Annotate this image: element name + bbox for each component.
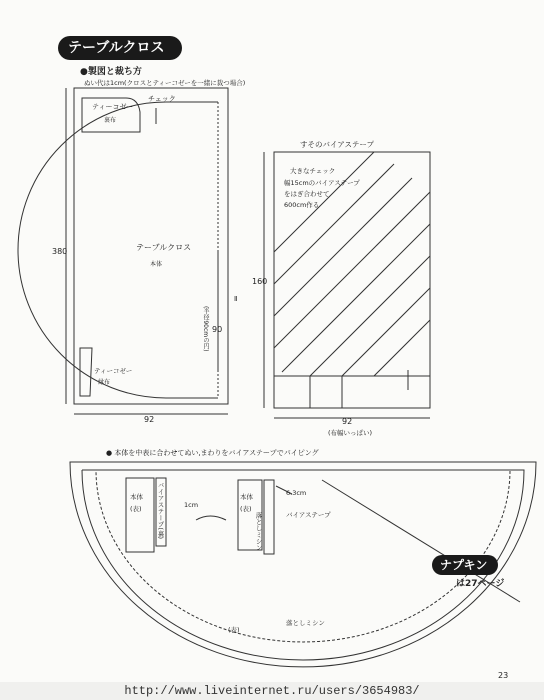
tablecloth-sub: 本体	[150, 261, 163, 268]
radius-note: (半径90cmの円)	[202, 306, 209, 352]
body-face: (表)	[130, 505, 142, 513]
bias-tape-label: バイアステープ	[286, 511, 331, 519]
dim-6-3: 6.3cm	[286, 489, 307, 497]
bias-tape-back: バイアステープ(裏)	[156, 482, 165, 540]
tea-cozy-bottom-sub: 縁布	[98, 379, 111, 386]
one-cm: 1cm	[184, 501, 199, 509]
big-check-note: 大きなチェック	[290, 167, 336, 175]
width-note-right: (布幅いっぱい)	[328, 429, 373, 437]
tea-cozy-top-sub: 裏布	[104, 117, 117, 124]
tea-cozy-bottom-label: ティーコゼー	[94, 367, 133, 375]
tea-cozy-top-label: ティーコゼー	[92, 103, 134, 111]
tape-note-3: 600cm作る	[284, 201, 320, 209]
seam-note: ぬい代は1cm(クロスとティーコゼーを一緒に裁つ場合)	[84, 79, 246, 87]
fold-mark: Ⅱ	[234, 295, 238, 303]
check-label: チェック	[148, 95, 176, 103]
drop-stitch: 落としミシン	[286, 619, 325, 627]
drop-stitch-vertical: 落としミシン	[254, 512, 263, 551]
radius-value: 90	[212, 325, 223, 334]
section-title: テーブルクロス	[68, 40, 165, 56]
width-dim-left: 92	[144, 415, 155, 424]
napkin-title: ナプキン	[440, 558, 488, 572]
tape-note-2: をはぎ合わせて	[284, 190, 330, 198]
width-dim-right: 92	[342, 417, 353, 426]
height-dim-right: 160	[252, 277, 268, 286]
tape-note-1: 幅15cmのバイアステープ	[284, 179, 360, 187]
napkin-badge	[432, 555, 498, 575]
subtitle: ●製図と裁ち方	[80, 67, 142, 77]
step-text: ● 本体を中表に合わせてぬい,まわりをバイアステープでパイピング	[106, 449, 319, 457]
body-face-2: (表)	[240, 505, 252, 513]
bias-tape-title: すそのバイアステープ	[300, 140, 374, 149]
tablecloth-label: テーブルクロス	[136, 243, 192, 252]
height-dim-left: 380	[52, 247, 68, 256]
bottom-face: (表)	[228, 626, 240, 634]
page-number: 23	[498, 671, 509, 680]
body-label-2: 本体	[240, 493, 253, 501]
napkin-ref: は27ページ	[456, 579, 505, 589]
body-label: 本体	[130, 493, 143, 501]
source-url-bar	[0, 682, 544, 700]
source-url: http://www.liveinternet.ru/users/3654983/	[124, 684, 420, 698]
